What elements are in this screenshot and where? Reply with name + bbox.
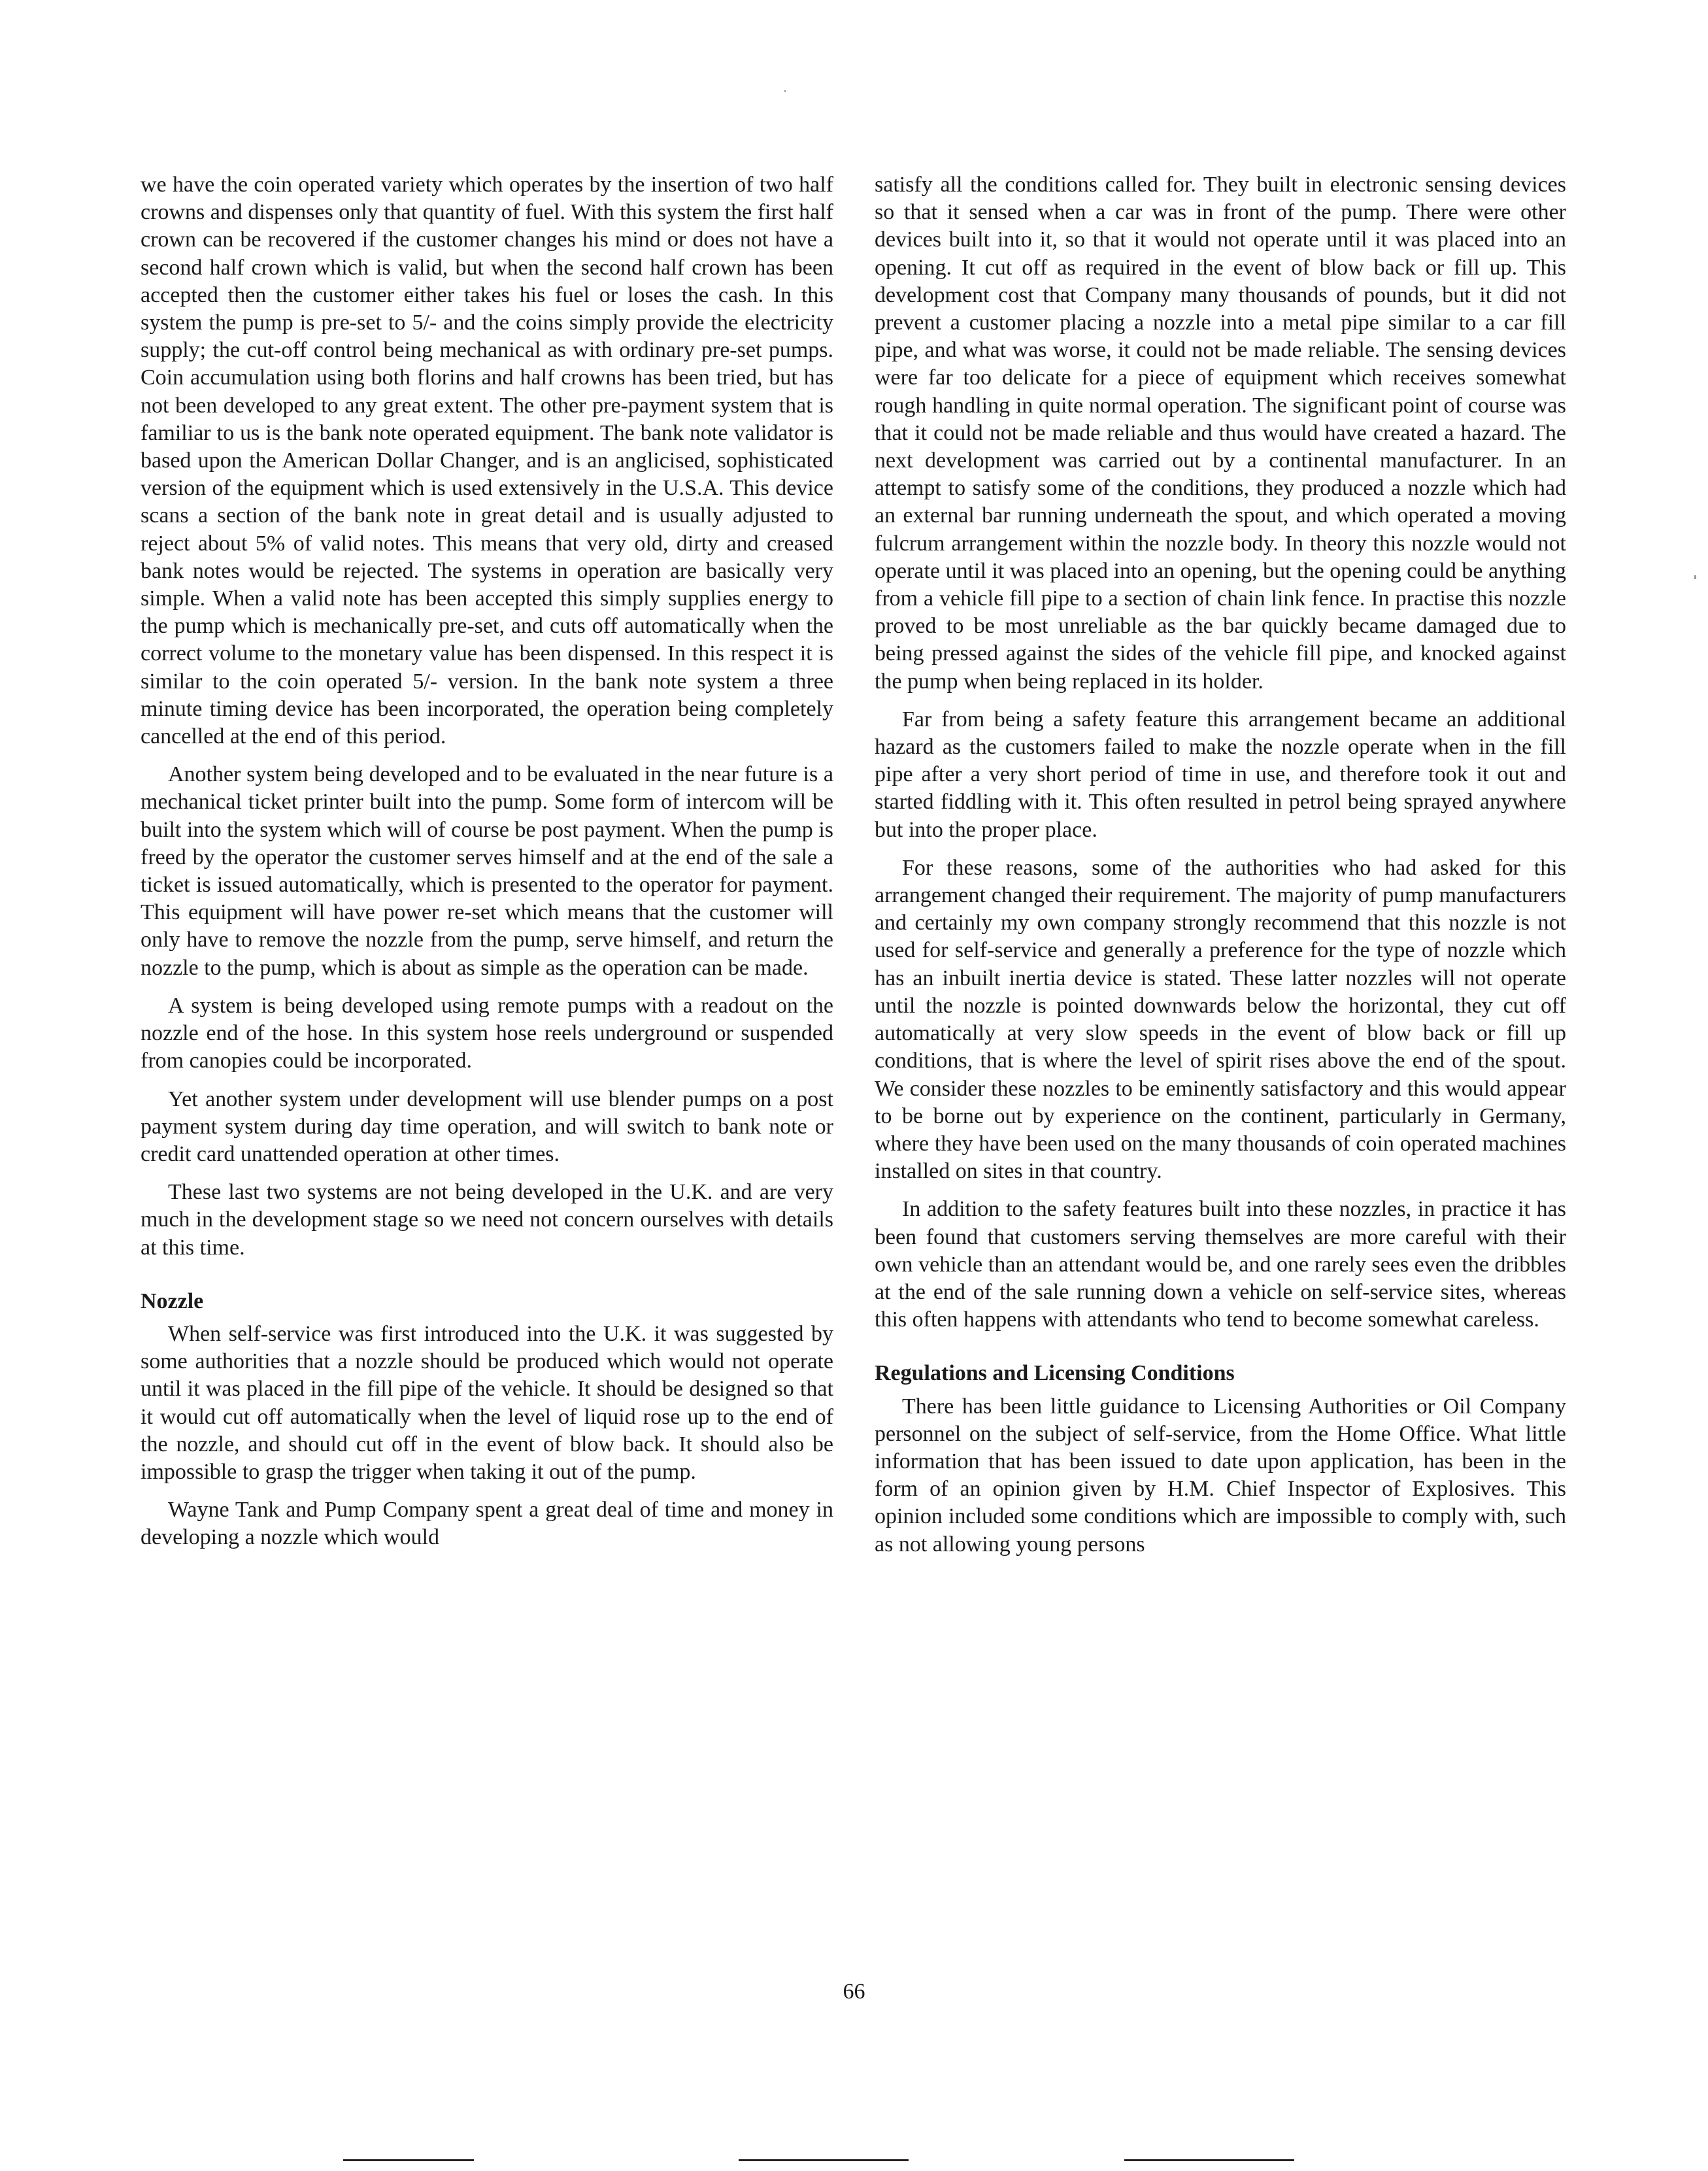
scan-dot — [1694, 575, 1696, 579]
scan-edge-mark — [739, 2159, 909, 2161]
paragraph: Wayne Tank and Pump Company spent a great deal of time and money in developing a nozzle which would — [141, 1498, 833, 1550]
paragraph: These last two systems are not being developed in the U.K. and are very much in the development stage so we need not concern ourselves with details at this time. — [141, 1180, 833, 1260]
section-heading-nozzle: Nozzle — [141, 1288, 204, 1313]
right-column — [875, 171, 1566, 1569]
paragraph: Another system being developed and to be evaluated in the near future is a mechanical ticket printer built into the pump. Some form of intercom will be built into the system which will of course be post payment. When the pump is freed by the operator the customer serves himself and at the end of the sale a ticket is issued automatically, which is presented to the operator for payment. This equipment will have power re-set which means that the customer will only have to remove the nozzle from the pump, serve himself, and return the nozzle to the pump, which is about as simple as the operation can be made. — [141, 762, 833, 980]
paragraph: There has been little guidance to Licensing Authorities or Oil Company personnel on the subject of self-service, from the Home Office. What little information that has been issued to date upon application, has been in the form of an opinion given by H.M. Chief Inspector of Explosives. This opinion included some conditions which are impossible to comply with, such as not allowing young persons — [875, 1394, 1566, 1557]
paragraph: When self-service was first introduced into the U.K. it was suggested by some authorities that a nozzle should be produced which would not operate until it was placed in the fill pipe of the vehicle. It should be designed so that it would cut off automatically when the level of liquid rose up to the end of the nozzle, and should cut off in the event of blow back. It should also be impossible to grasp the trigger when taking it out of the pump. — [141, 1321, 833, 1484]
paragraph: A system is being developed using remote pumps with a readout on the nozzle end of the hose. In this system hose reels underground or suspended from canopies could be incorporated. — [141, 993, 833, 1073]
scan-edge-mark — [1124, 2159, 1294, 2161]
paragraph: In addition to the safety features built into these nozzles, in practice it has been found that customers serving themselves are more careful with their own vehicle than an attendant would be, and one rarely sees even the dribbles at the end of the sale running down a vehicle on self-service sites, whereas this often happens with attendants who tend to become somewhat careless. — [875, 1197, 1566, 1332]
scan-dot — [784, 90, 786, 92]
section-heading-regulations: Regulations and Licensing Conditions — [875, 1361, 1235, 1386]
paragraph: For these reasons, some of the authorities who had asked for this arrangement changed their requirement. The majority of pump manufacturers and certainly my own company strongly recommend that this nozzle is not used for self-service and generally a preference for the type of nozzle which has an inbuilt inertia device is stated. These latter nozzles will not operate until the nozzle is pointed downwards below the horizontal, they cut off automatically at very slow speeds in the event of blow back or fill up conditions, that is where the level of spirit rises above the end of the spout. We consider these nozzles to be eminently satisfactory and this would appear to be borne out by experience on the continent, particularly in Germany, where they have been used on the many thousands of coin operated machines installed on sites in that country. — [875, 855, 1566, 1184]
paragraph: Yet another system under development will use blender pumps on a post payment system during day time operation, and will switch to bank note or credit card unattended operation at other times. — [141, 1086, 833, 1166]
paragraph: satisfy all the conditions called for. They built in electronic sensing devices so that it sensed when a car was in front of the pump. There were other devices built into it, so that it would not operate until it was placed into an opening. It cut off as required in the event of blow back or fill up. This development cost that Company many thousands of pounds, but it did not prevent a customer placing a nozzle into a metal pipe similar to a car fill pipe, and what was worse, it could not be made reliable. The sensing devices were far too delicate for a piece of equipment which receives somewhat rough handling in quite normal operation. The significant point of course was that it could not be made reliable and thus would have created a hazard. The next development was carried out by a continental manufacturer. In an attempt to satisfy some of the conditions, they produced a nozzle which had an external bar running underneath the spout, and which operated a moving fulcrum arrangement within the nozzle body. In theory this nozzle would not operate until it was placed into an opening, but the opening could be anything from a vehicle fill pipe to a section of chain link fence. In practise this nozzle proved to be most unreliable as the bar quickly became damaged due to being pressed against the sides of the vehicle fill pipe, and knocked against the pump when being replaced in its holder. — [875, 173, 1566, 694]
paragraph: Far from being a safety feature this arrangement became an additional hazard as the customers failed to make the nozzle operate when in the fill pipe after a very short period of time in use, and therefore took it out and started fiddling with it. This often resulted in petrol being sprayed anywhere but into the proper place. — [875, 707, 1566, 842]
paragraph: we have the coin operated variety which operates by the insertion of two half crowns and dispenses only that quantity of fuel. With this system the first half crown can be recovered if the customer changes his mind or does not have a second half crown which is valid, but when the second half crown has been accepted then the customer either takes his fuel or loses the cash. In this system the pump is pre-set to 5/- and the coins simply provide the electricity supply; the cut-off control being mechanical as with ordinary pre-set pumps. Coin accumulation using both florins and half crowns has been tried, but has not been developed to any great extent. The other pre-payment system that is familiar to us is the bank note operated equipment. The bank note validator is based upon the American Dollar Changer, and is an anglicised, sophisticated version of the equipment which is used extensively in the U.S.A. This device scans a section of the bank note in great detail and is usually adjusted to reject about 5% of valid notes. This means that very old, dirty and creased bank notes would be rejected. The systems in operation are basically very simple. When a valid note has been accepted this simply supplies energy to the pump which is mechanically pre-set, and cuts off automatically when the correct volume to the monetary value has been dispensed. In this respect it is similar to the coin operated 5/- version. In the bank note system a three minute timing device has been incorporated, the operation being completely cancelled at the end of this period. — [141, 173, 833, 749]
page-number: 66 — [843, 1979, 865, 2004]
left-column — [141, 171, 833, 1562]
scan-edge-mark — [343, 2159, 474, 2161]
